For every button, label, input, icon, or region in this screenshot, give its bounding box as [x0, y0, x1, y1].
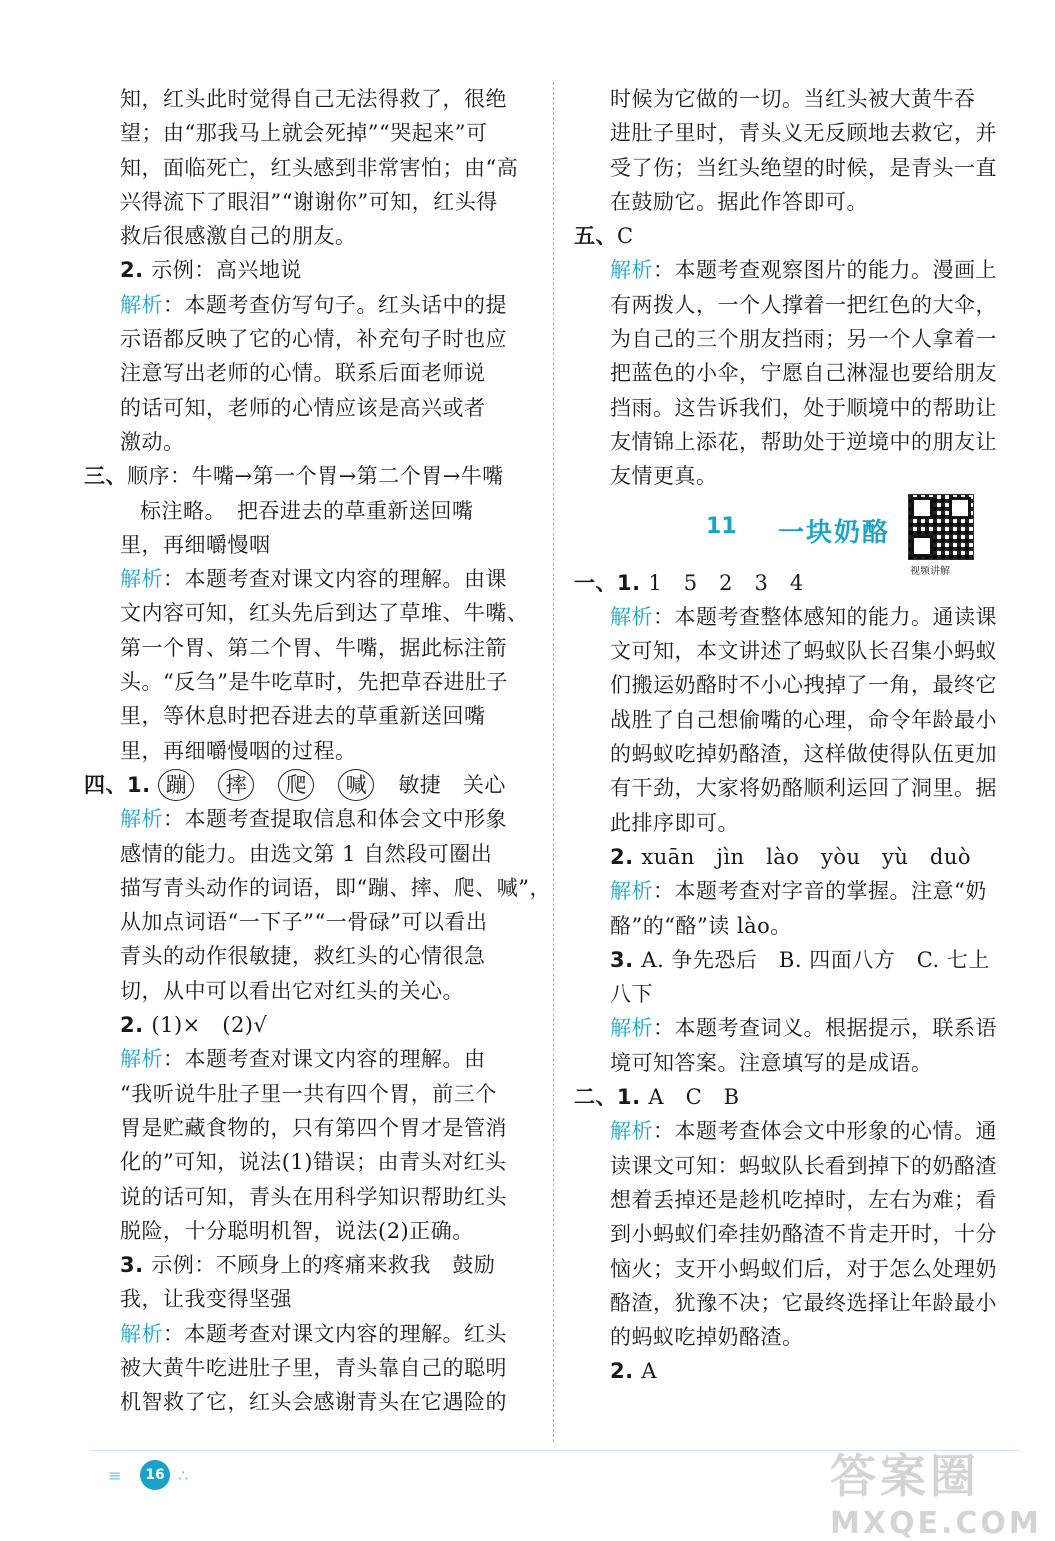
text-line — [88, 837, 528, 871]
line-text: 顺序：牛嘴→第一个胃→第二个胃→牛嘴 — [127, 464, 504, 489]
line-text: 酪渣，犹豫不决；它最终选择让年龄最小 — [610, 1290, 997, 1315]
text-line — [88, 871, 551, 905]
text-line — [578, 977, 1018, 1011]
text-line — [574, 566, 1018, 600]
text-line — [88, 905, 528, 939]
question-number: 2. — [610, 1359, 642, 1384]
analysis-tag: 解析 — [610, 1119, 653, 1144]
text-line — [578, 391, 1018, 425]
line-text: 救后很感激自己的朋友。 — [120, 224, 357, 249]
qr-label: 视频讲解 — [910, 565, 950, 577]
line-text: A — [641, 1359, 658, 1384]
line-text: 在鼓励它。据此作答即可。 — [610, 189, 868, 214]
line-text: 敏捷 关心 — [398, 772, 506, 797]
section-marker: 四、 — [84, 771, 127, 797]
line-text: 的话可知，老师的心情应该是高兴或者 — [120, 395, 486, 420]
line-text: ：本题考查整体感知的能力。通读课 — [653, 604, 997, 629]
text-line — [578, 1114, 1018, 1148]
line-text: 感情的能力。由选文第 1 自然段可圈出 — [120, 841, 493, 866]
text-line — [578, 737, 1018, 771]
line-text: ：本题考查体会文中形象的心情。通 — [653, 1119, 997, 1144]
text-line — [88, 1008, 528, 1042]
text-line — [88, 802, 528, 836]
book-icon: ≡ — [108, 1466, 122, 1485]
text-line — [84, 768, 528, 802]
text-line — [88, 322, 528, 356]
line-text: A. 争先恐后 B. 四面八方 C. 七上 — [641, 947, 990, 972]
text-line — [88, 1145, 528, 1179]
watermark-url: MXQE.COM — [830, 1506, 1042, 1541]
line-text: ：本题考查对课文内容的理解。由课 — [163, 567, 507, 592]
text-line — [578, 425, 1018, 459]
text-line — [88, 665, 528, 699]
line-text: 示语都反映了它的心情，补充句子时也应 — [120, 327, 507, 352]
text-line — [578, 1354, 1018, 1388]
text-line — [578, 185, 1018, 219]
text-line — [578, 322, 1018, 356]
question-number: 2. — [610, 844, 642, 869]
line-text: 望；由“那我马上就会死掉”“哭起来”可 — [120, 121, 488, 146]
line-text: 进肚子里时，青头义无反顾地去救它，并 — [610, 121, 997, 146]
line-text: xuān jìn lào yòu yù duò — [641, 844, 971, 869]
line-text: 示例：高兴地说 — [151, 258, 302, 283]
question-number: 1. — [617, 1085, 649, 1110]
line-text: 头。“反刍”是牛吃草时，先把草吞进肚子 — [120, 670, 508, 695]
line-text: A C B — [648, 1085, 740, 1110]
text-line — [88, 356, 528, 390]
line-text: 我，让我变得坚强 — [120, 1287, 292, 1312]
analysis-tag: 解析 — [120, 1047, 163, 1072]
text-line — [578, 634, 1018, 668]
text-line — [578, 806, 1018, 840]
line-text: 恼火；支开小蚂蚁们后，对于怎么处理奶 — [610, 1256, 997, 1281]
text-line — [578, 1217, 1018, 1251]
text-line — [88, 253, 528, 287]
line-text: 友情锦上添花，帮助处于逆境中的朋友让 — [610, 429, 997, 454]
text-line — [578, 943, 1018, 977]
line-text: 注意写出老师的心情。联系后面老师说 — [120, 361, 486, 386]
question-number: 3. — [120, 1253, 152, 1278]
line-text: 被大黄牛吃进肚子里，青头靠自己的聪明 — [120, 1355, 507, 1380]
line-text: 切，从中可以看出它对红头的关心。 — [120, 978, 464, 1003]
text-line — [88, 562, 528, 596]
line-text: 战胜了自己想偷嘴的心理，命令年龄最小 — [610, 707, 997, 732]
text-line — [88, 391, 528, 425]
text-line — [578, 600, 1018, 634]
lesson-heading — [578, 494, 1018, 577]
text-line — [574, 1080, 1018, 1114]
line-text: 胃是贮藏食物的，只有第四个胃才是管消 — [120, 1115, 507, 1140]
line-text: 把蓝色的小伞，宁愿自己淋湿也要给朋友 — [610, 361, 997, 386]
line-text: 时候为它做的一切。当红头被大黄牛吞 — [610, 87, 976, 111]
line-text: 第一个胃、第二个胃、牛嘴，据此标注箭 — [120, 635, 507, 660]
text-line — [578, 1286, 1018, 1320]
line-text: 友情更真。 — [610, 464, 718, 489]
right-column — [574, 82, 1018, 1389]
circled-word: 喊 — [338, 769, 374, 801]
line-text: 知，红头此时觉得自己无法得救了，很绝 — [120, 87, 507, 111]
line-text: (1)× (2)√ — [151, 1013, 268, 1038]
circled-word: 爬 — [278, 769, 314, 801]
text-line — [88, 631, 528, 665]
section-marker: 三、 — [84, 463, 127, 489]
line-text: 读课文可知：蚂蚁队长看到掉下的奶酪渣 — [610, 1153, 997, 1178]
line-text: 文可知，本文讲述了蚂蚁队长召集小蚂蚁 — [610, 639, 997, 664]
text-line — [88, 219, 528, 253]
line-text: 激动。 — [120, 429, 185, 454]
text-line — [88, 1385, 528, 1419]
text-line — [88, 288, 528, 322]
text-line — [88, 596, 528, 630]
text-line — [574, 219, 1018, 253]
text-line — [578, 1011, 1018, 1045]
line-text: 里，等休息时把吞进去的草重新送回嘴 — [120, 704, 486, 729]
analysis-tag: 解析 — [120, 807, 163, 832]
line-text: C — [617, 224, 634, 249]
text-line — [578, 771, 1018, 805]
circled-word: 蹦 — [158, 769, 194, 801]
line-text: 1 5 2 3 4 — [648, 570, 804, 595]
line-text: ：本题考查词义。根据提示，联系语 — [653, 1016, 997, 1041]
line-text: 说的话可知，青头在用科学知识帮助红头 — [120, 1184, 507, 1209]
analysis-tag: 解析 — [610, 1016, 653, 1041]
text-line — [578, 1320, 1018, 1354]
text-line — [88, 1111, 528, 1145]
line-text: 描写青头动作的词语，即“蹦、摔、爬、喊”， — [120, 875, 551, 900]
line-text: 知，面临死亡，红头感到非常害怕；由“高 — [120, 155, 519, 180]
text-line — [88, 1317, 528, 1351]
text-line — [88, 1351, 528, 1385]
line-text: ：本题考查提取信息和体会文中形象 — [163, 807, 507, 832]
line-text: ：本题考查对字音的掌握。注意“奶 — [653, 879, 987, 904]
line-text: 们搬运奶酪时不小心拽掉了一角，最终它 — [610, 673, 997, 698]
text-line — [578, 1149, 1018, 1183]
text-line — [88, 494, 528, 528]
line-text: 有两拨人，一个人撑着一把红色的大伞， — [610, 292, 997, 317]
analysis-tag: 解析 — [120, 1321, 163, 1346]
left-column — [84, 82, 551, 1420]
lesson-number: 11 — [706, 513, 737, 539]
text-line — [578, 459, 1018, 493]
text-line — [88, 528, 528, 562]
text-line — [88, 1214, 528, 1248]
text-line — [88, 1248, 528, 1282]
text-line — [578, 356, 1018, 390]
text-line — [88, 1042, 528, 1076]
line-text: 挡雨。这告诉我们，处于顺境中的帮助让 — [610, 395, 997, 420]
question-number: 2. — [120, 258, 152, 283]
line-text: 文内容可知，红头先后到达了草堆、牛嘴、 — [120, 601, 529, 626]
text-line — [88, 699, 528, 733]
line-text: 此排序即可。 — [610, 810, 739, 835]
line-text: ：本题考查对课文内容的理解。红头 — [163, 1321, 507, 1346]
line-text: 想着丢掉还是趁机吃掉时，左右为难；看 — [610, 1187, 997, 1212]
line-text: ：本题考查仿写句子。红头话中的提 — [163, 292, 507, 317]
text-line — [578, 288, 1018, 322]
text-line — [88, 116, 528, 150]
question-number: 2. — [120, 1013, 152, 1038]
question-number: 3. — [610, 947, 642, 972]
right-top-block — [574, 82, 1018, 494]
line-text: 里，再细嚼慢咽的过程。 — [120, 738, 357, 763]
column-divider — [553, 82, 554, 1442]
text-line — [578, 116, 1018, 150]
text-line — [88, 1180, 528, 1214]
text-line — [578, 151, 1018, 185]
text-line — [578, 874, 1018, 908]
analysis-tag: 解析 — [610, 604, 653, 629]
text-line — [578, 1046, 1018, 1080]
dots-icon: ∴ — [178, 1466, 189, 1485]
text-line — [88, 185, 528, 219]
line-text: 脱险，十分聪明机智，说法(2)正确。 — [120, 1218, 474, 1243]
line-text: 酪”的“酪”读 lào。 — [610, 913, 792, 938]
line-text: ：本题考查观察图片的能力。漫画上 — [653, 258, 997, 283]
line-text: 的蚂蚁吃掉奶酪渣，这样做使得队伍更加 — [610, 742, 997, 767]
text-line — [88, 1077, 528, 1111]
section-marker: 一、 — [574, 569, 617, 595]
text-line — [88, 1282, 528, 1316]
text-line — [578, 840, 1018, 874]
watermark-logo — [830, 1440, 1042, 1541]
analysis-tag: 解析 — [610, 258, 653, 283]
line-text: ：本题考查对课文内容的理解。由 — [163, 1047, 486, 1072]
line-text: 示例：不顾身上的疼痛来救我 鼓励 — [151, 1253, 496, 1278]
text-line — [578, 668, 1018, 702]
line-text: 八下 — [610, 982, 653, 1007]
line-text: 境可知答案。注意填写的是成语。 — [610, 1050, 933, 1075]
line-text: 的蚂蚁吃掉奶酪渣。 — [610, 1325, 804, 1350]
line-text: 从加点词语“一下子”“一骨碌”可以看出 — [120, 910, 488, 935]
text-line — [578, 1252, 1018, 1286]
watermark-text: 答案圈 — [830, 1449, 980, 1503]
line-text: “我听说牛肚子里一共有四个胃，前三个 — [120, 1081, 497, 1106]
question-number: 1. — [617, 570, 649, 595]
text-line — [88, 82, 528, 116]
text-line — [84, 459, 528, 493]
line-text: 化的”可知，说法(1)错误；由青头对红头 — [120, 1150, 507, 1175]
text-line — [578, 703, 1018, 737]
lesson-title: 一块奶酪 — [778, 517, 891, 548]
line-text: 为自己的三个朋友挡雨；另一个人拿着一 — [610, 327, 997, 352]
question-number: 1. — [127, 772, 159, 797]
section-marker: 五、 — [574, 223, 617, 249]
line-text: 有干劲，大家将奶酪顺利运回了洞里。据 — [610, 776, 997, 801]
line-text: 里，再细嚼慢咽 — [120, 532, 271, 557]
line-text: 到小蚂蚁们牵挂奶酪渣不肯走开时，十分 — [610, 1222, 997, 1247]
analysis-tag: 解析 — [120, 292, 163, 317]
circled-word: 摔 — [218, 769, 254, 801]
text-line — [88, 425, 528, 459]
analysis-tag: 解析 — [610, 879, 653, 904]
right-bottom-block — [574, 566, 1018, 1389]
page-number: 16 — [140, 1460, 170, 1490]
analysis-tag: 解析 — [120, 567, 163, 592]
text-line — [88, 734, 528, 768]
section-marker: 二、 — [574, 1084, 617, 1110]
text-line — [88, 939, 528, 973]
line-text: 标注略。 把吞进去的草重新送回嘴 — [140, 498, 474, 523]
text-line — [88, 151, 528, 185]
text-line — [578, 82, 1018, 116]
text-line — [578, 909, 1018, 943]
qr-code-icon[interactable] — [908, 494, 974, 560]
line-text: 青头的动作很敏捷，救红头的心情很急 — [120, 944, 486, 969]
line-text: 受了伤；当红头绝望的时候，是青头一直 — [610, 155, 997, 180]
text-line — [578, 1183, 1018, 1217]
text-line — [88, 974, 528, 1008]
line-text: 机智救了它，红头会感谢青头在它遇险的 — [120, 1390, 507, 1415]
line-text: 兴得流下了眼泪”“谢谢你”可知，红头得 — [120, 189, 498, 214]
text-line — [578, 253, 1018, 287]
